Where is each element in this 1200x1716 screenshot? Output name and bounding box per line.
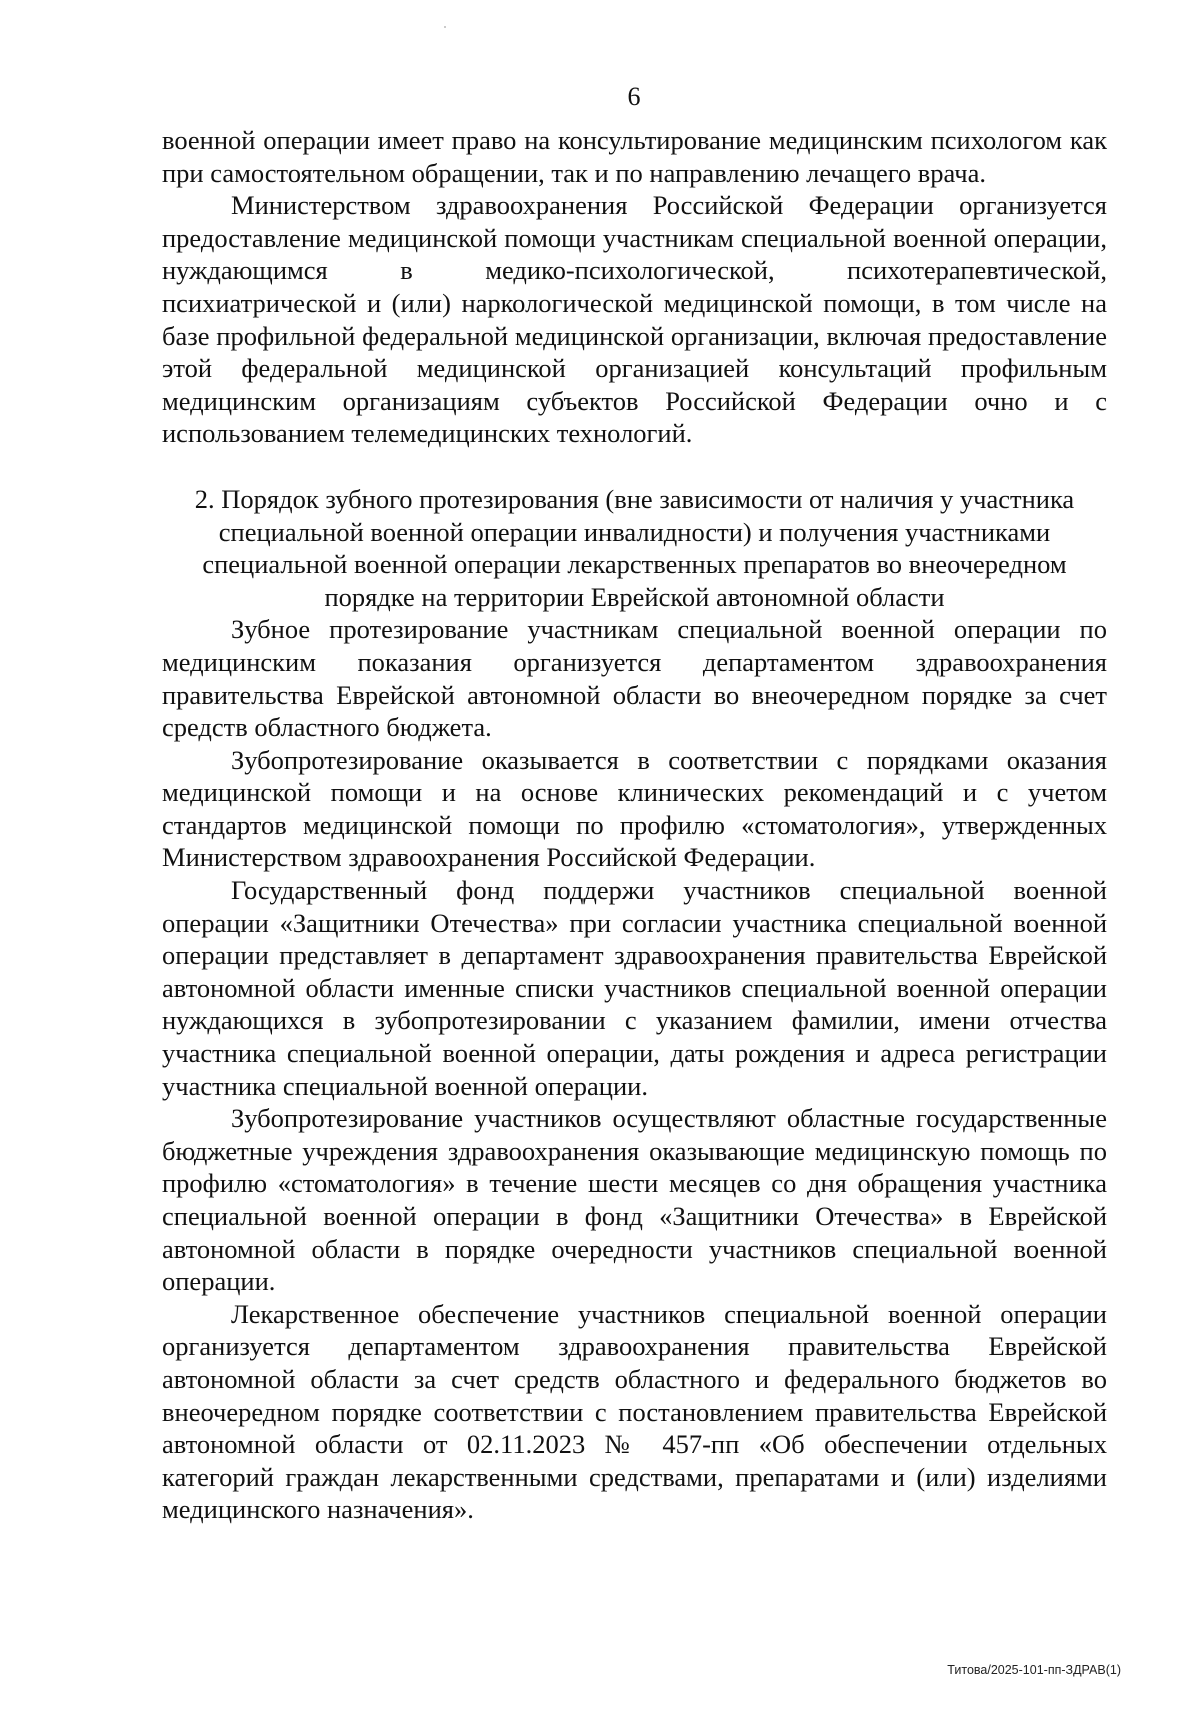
- page-number: 6: [627, 82, 641, 111]
- paragraph-ministry-assistance: Министерством здравоохранения Российской Федерации организуется предоставление медицинской помощи участникам специальной военной операции, нуждающимся в медико-психологической, психотерапевтической, психиатрической и (или) наркологической медицинской помощи, в том числе на базе профильной федеральной медицинской организации, включая предоставление этой федеральной медицинской организацией консультаций профильным медицинским организациям субъектов Российской Федерации очно и с использованием телемедицинских технологий.: [162, 190, 1107, 449]
- paragraph-state-fund: Государственный фонд поддержи участников специальной военной операции «Защитники Отечества» при согласии участника специальной военной операции представляет в департамент здравоохранения правительства Еврейской автономной области именные списки участников специальной военной операции нуждающихся в зубопротезировании с указанием фамилии, имени отчества участника специальной военной операции, даты рождения и адреса регистрации участника специальной военной операции.: [162, 875, 1107, 1101]
- paragraph-drug-provision: Лекарственное обеспечение участников специальной военной операции организуется департаментом здравоохранения правительства Еврейской автономной области за счет средств областного и федерального бюджетов во внеочередном порядке соответствии с постановлением правительства Еврейской автономной области от 02.11.2023 № 457-пп «Об обеспечении отдельных категорий граждан лекарственными средствами, препаратами и (или) изделиями медицинского назначения».: [162, 1298, 1107, 1525]
- scan-speck: [444, 26, 446, 28]
- paragraph-prosthetics-standards: Зубопротезирование оказывается в соответствии с порядками оказания медицинской помощи и на основе клинических рекомендаций и с учетом стандартов медицинской помощи по профилю «стоматология», утвержденных Министерством здравоохранения Российской Федерации.: [162, 744, 1107, 873]
- document-code: Титова/2025-101-пп-ЗДРАВ(1): [947, 1663, 1121, 1677]
- document-body: [162, 124, 1107, 1526]
- paragraph-prosthetics-providers: Зубопротезирование участников осуществляют областные государственные бюджетные учреждения здравоохранения оказывающие медицинскую помощь по профилю «стоматология» в течение шести месяцев со дня обращения участника специальной военной операции в фонд «Защитники Отечества» в Еврейской автономной области в порядке очередности участников специальной военной операции.: [162, 1103, 1107, 1297]
- paragraph-dental-prosthetics: Зубное протезирование участникам специальной военной операции по медицинским показания организуется департаментом здравоохранения правительства Еврейской автономной области во внеочередном порядке за счет средств областного бюджета.: [162, 614, 1107, 743]
- section-heading-dental-prosthetics: 2. Порядок зубного протезирования (вне зависимости от наличия у участника специальной военной операции инвалидности) и получения участниками специальной военной операции лекарственных препаратов во внеочередном порядке на территории Еврейской автономной области: [194, 483, 1075, 612]
- paragraph-continuation: военной операции имеет право на консультирование медицинским психологом как при самостоятельном обращении, так и по направлению лечащего врача.: [162, 125, 1107, 188]
